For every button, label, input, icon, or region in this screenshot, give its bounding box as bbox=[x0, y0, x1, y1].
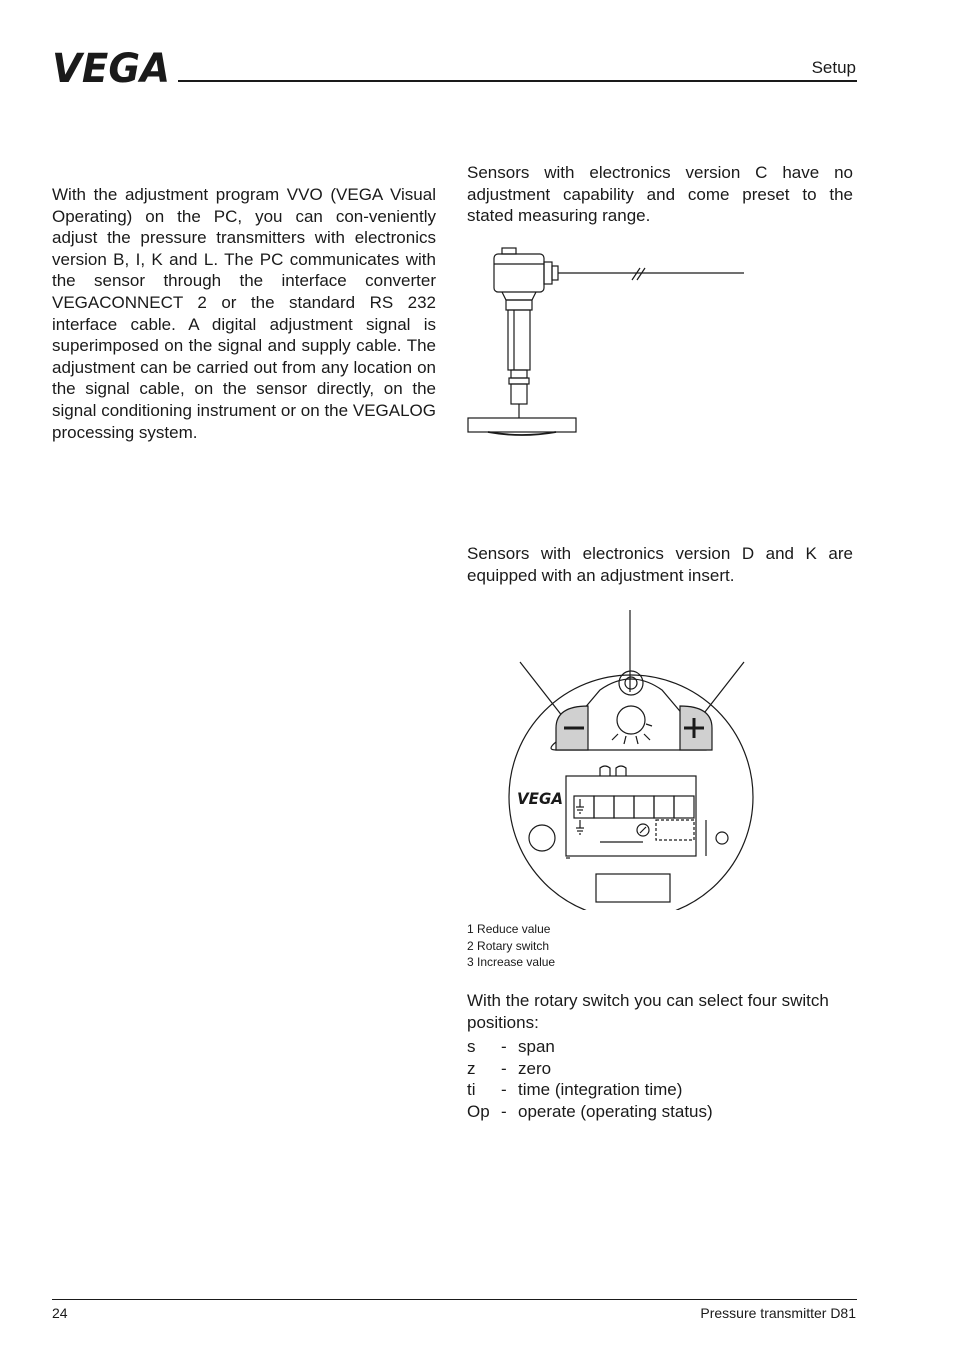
vega-logo bbox=[52, 50, 172, 86]
header-rule bbox=[178, 80, 857, 82]
figure-legend bbox=[467, 921, 555, 971]
insert-vega-logo bbox=[517, 788, 565, 808]
rotary-switch-paragraph: With the rotary switch you can select four switch positions: bbox=[467, 991, 829, 1032]
insert-logo-text: VEGA bbox=[517, 789, 563, 808]
legend-item: 2 Rotary switch bbox=[467, 938, 550, 953]
vvo-paragraph: With the adjustment program VVO (VEGA Visual Operating) on the PC, you can con-veniently adjust the pressure transmitters with electronics version B, I, K and L. The PC communicates with the sensor through the interface converter VEGACONNECT 2 or the standard RS 232 interface cable. A digital adjustment signal is superimposed on the signal and supply cable. The adjustment can be carried out from any location on the signal cable, on the sensor directly, on the signal conditioning instrument or on the VEGALOG processing system. bbox=[52, 185, 436, 442]
legend-item: 3 Increase value bbox=[467, 955, 556, 969]
list-item: z - zero bbox=[467, 1058, 552, 1078]
page-number: 24 bbox=[52, 1305, 68, 1321]
list-item: Op - operate (operating status) bbox=[467, 1101, 713, 1121]
switch-positions-list bbox=[467, 1036, 713, 1122]
version-dk-paragraph: Sensors with electronics version D and K are equipped with an adjustment insert. bbox=[467, 544, 853, 585]
document-title: Pressure transmitter D81 bbox=[700, 1305, 856, 1321]
logo-text: VEGA bbox=[52, 50, 170, 86]
footer-rule bbox=[52, 1299, 857, 1300]
list-item: ti - time (integration time) bbox=[467, 1080, 683, 1100]
list-item: s - span bbox=[467, 1037, 555, 1056]
version-c-paragraph: Sensors with electronics version C have no adjustment capability and come preset to the stated measuring range. bbox=[467, 163, 853, 226]
legend-item: 1 Reduce value bbox=[467, 922, 551, 936]
section-title: Setup bbox=[811, 58, 856, 77]
sensor-drawing bbox=[462, 244, 754, 440]
adjustment-insert-drawing bbox=[500, 610, 762, 910]
